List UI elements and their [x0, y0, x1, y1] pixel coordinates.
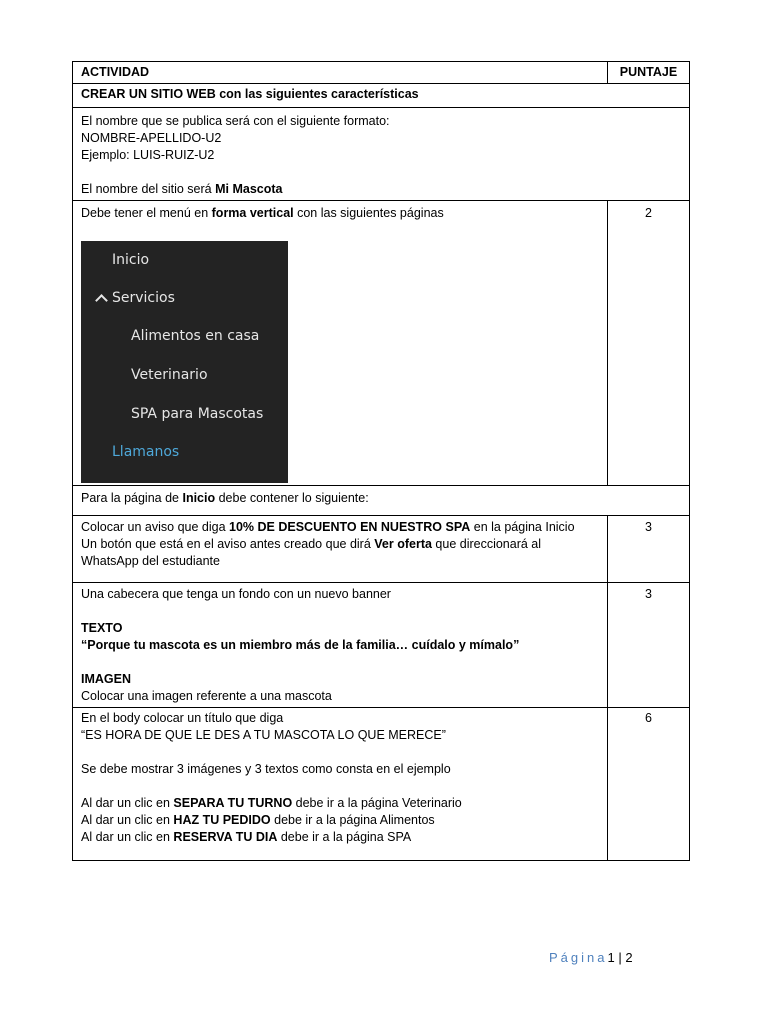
naming-line: NOMBRE-APELLIDO-U2: [81, 131, 222, 145]
table-row: [73, 84, 690, 108]
body-text: debe ir a la página SPA: [277, 830, 412, 844]
body-line: [81, 812, 599, 829]
body-line: [81, 795, 599, 812]
title-row-text: CREAR UN SITIO WEB con las siguientes características: [81, 87, 419, 101]
chevron-up-icon: [95, 294, 108, 307]
menu-item-servicios: Servicios: [112, 290, 175, 306]
aviso-line: [81, 536, 599, 553]
cabecera-cell: [73, 583, 608, 708]
inicio-text: debe contener lo siguiente:: [215, 491, 369, 505]
aviso-score: 3: [608, 516, 690, 583]
body-text-bold: RESERVA TU DIA: [173, 830, 278, 844]
header-actividad: ACTIVIDAD: [73, 62, 608, 84]
body-line: En el body colocar un título que diga: [81, 711, 284, 725]
body-text-bold: HAZ TU PEDIDO: [173, 813, 271, 827]
title-row-cell: [73, 84, 690, 108]
naming-cell: [73, 108, 690, 201]
aviso-text-bold: Ver oferta: [374, 537, 432, 551]
table-row: [73, 486, 690, 516]
naming-line: [81, 181, 681, 198]
aviso-line: [81, 519, 599, 536]
table-row: [73, 516, 690, 583]
cabecera-score: 3: [608, 583, 690, 708]
page-label: Página: [549, 950, 608, 965]
site-name: Mi Mascota: [215, 182, 283, 196]
inicio-text-bold: Inicio: [182, 491, 216, 505]
naming-line: Ejemplo: LUIS-RUIZ-U2: [81, 148, 215, 162]
page-footer: [549, 950, 633, 965]
body-text: Al dar un clic en: [81, 813, 174, 827]
menu-item-llamanos: Llamanos: [112, 444, 180, 460]
menu-text-bold: forma vertical: [211, 206, 294, 220]
table-row: [73, 108, 690, 201]
menu-item-spa: SPA para Mascotas: [131, 406, 264, 422]
aviso-text: en la página Inicio: [470, 520, 575, 534]
inicio-text: Para la página de: [81, 491, 183, 505]
activity-table: [72, 61, 690, 861]
aviso-cell: [73, 516, 608, 583]
menu-item-veterinario: Veterinario: [131, 367, 208, 383]
body-text-bold: SEPARA TU TURNO: [173, 796, 293, 810]
table-row: [73, 201, 690, 486]
aviso-text: Colocar un aviso que diga: [81, 520, 230, 534]
aviso-text: Un botón que está en el aviso antes creado que dirá: [81, 537, 375, 551]
header-puntaje: PUNTAJE: [608, 62, 690, 84]
texto-quote: “Porque tu mascota es un miembro más de la familia… cuídalo y mímalo”: [81, 638, 520, 652]
aviso-text-bold: 10% DE DESCUENTO EN NUESTRO SPA: [229, 520, 471, 534]
imagen-label: IMAGEN: [81, 672, 131, 686]
page-separator: |: [618, 950, 622, 965]
imagen-text: Colocar una imagen referente a una mascota: [81, 689, 332, 703]
body-text: Al dar un clic en: [81, 830, 174, 844]
body-line: “ES HORA DE QUE LE DES A TU MASCOTA LO QUE MERECE”: [81, 728, 446, 742]
body-line: [81, 829, 599, 846]
table-row: [73, 708, 690, 861]
naming-text: El nombre del sitio será: [81, 182, 216, 196]
texto-label: TEXTO: [81, 621, 123, 635]
body-score: 6: [608, 708, 690, 861]
menu-cell: [73, 201, 608, 486]
body-text: debe ir a la página Veterinario: [292, 796, 462, 810]
body-line: Se debe mostrar 3 imágenes y 3 textos como consta en el ejemplo: [81, 762, 451, 776]
body-text: Al dar un clic en: [81, 796, 174, 810]
naming-line: El nombre que se publica será con el siguiente formato:: [81, 114, 390, 128]
menu-score: 2: [608, 201, 690, 486]
menu-item-alimentos: Alimentos en casa: [131, 328, 260, 344]
menu-text: con las siguientes páginas: [293, 206, 444, 220]
aviso-text: que direccionará al: [431, 537, 542, 551]
aviso-line: WhatsApp del estudiante: [81, 554, 220, 568]
body-cell: [73, 708, 608, 861]
table-row: [73, 583, 690, 708]
page-total: 2: [625, 950, 633, 965]
table-header-row: [73, 62, 690, 84]
vertical-menu-example: [81, 241, 288, 483]
cabecera-line: Una cabecera que tenga un fondo con un nuevo banner: [81, 587, 391, 601]
body-text: debe ir a la página Alimentos: [270, 813, 435, 827]
menu-description: [81, 205, 599, 222]
menu-item-inicio: Inicio: [112, 252, 150, 268]
inicio-cell: [73, 486, 690, 516]
menu-text: Debe tener el menú en: [81, 206, 212, 220]
page-current: 1: [607, 950, 615, 965]
